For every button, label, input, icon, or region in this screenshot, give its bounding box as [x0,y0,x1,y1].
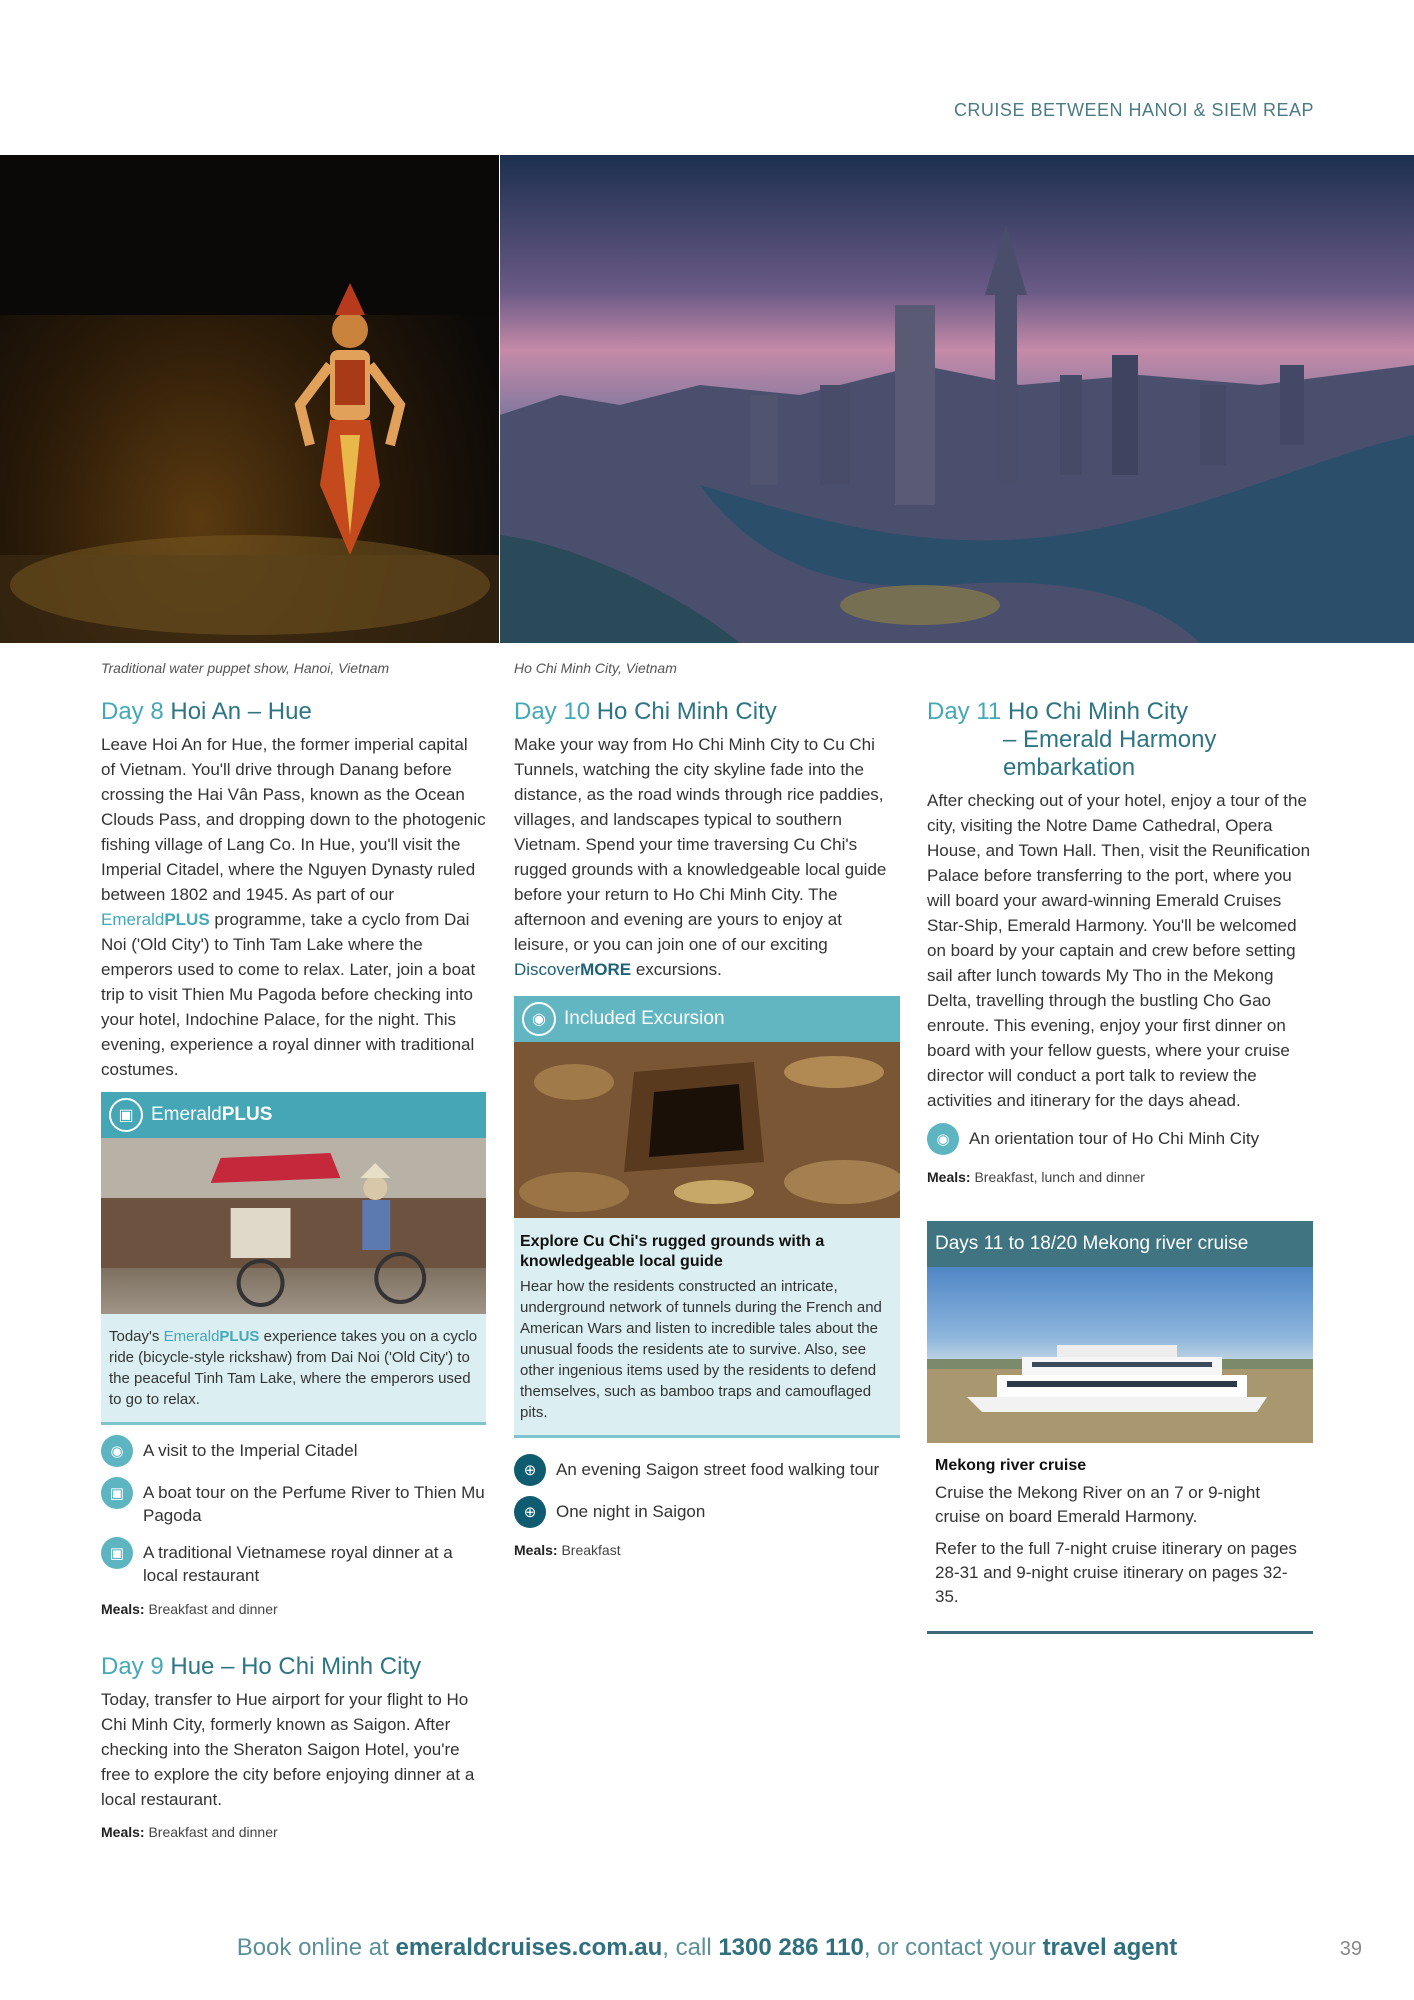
day10-p2: excursions. [631,960,722,979]
included-excursion-label: Included Excursion [564,1008,725,1029]
cyclo-photo [101,1138,486,1314]
meals-value: Breakfast [557,1542,621,1558]
caption-left: Traditional water puppet show, Hanoi, Vietnam [101,660,390,676]
emeraldplus-text-pre: Today's [109,1328,164,1345]
day11-title [927,698,1313,782]
emeraldplus-text-brand-a: Emerald [163,1328,220,1345]
emeraldplus-head-a: Emerald [151,1104,222,1125]
day8-label: Day 8 [101,698,164,725]
day10-meals [514,1542,900,1558]
footer-t1: Book online at [236,1934,396,1961]
day10-place: Ho Chi Minh City [596,698,777,725]
camera-icon: ◉ [101,1435,133,1467]
day9-title [101,1653,486,1681]
emeraldplus-inline [101,910,210,929]
emeraldplus-text-brand-b: PLUS [219,1328,260,1345]
emeraldplus-text-post: experience takes you on a cyclo ride (bicycle-style rickshaw) from Dai Noi ('Old City') to the peaceful Tinh Tam Lake, where the emperors used to go to relax. [109,1328,478,1408]
magnify-icon: ⊕ [514,1496,546,1528]
mekong-cruise-title: Mekong river cruise [935,1457,1087,1474]
emeraldplus-header [101,1092,486,1138]
meals-value: Breakfast, lunch and dinner [970,1169,1145,1185]
day8-meals [101,1601,486,1617]
emeraldplus-box [101,1092,486,1425]
list-item-text: A visit to the Imperial Citadel [143,1441,358,1460]
column-day10 [514,698,900,1558]
list-item-text: One night in Saigon [556,1502,706,1521]
list-item [101,1439,486,1467]
list-item [101,1481,486,1527]
day11-place-line1: Ho Chi Minh City [1007,698,1188,725]
camera-icon: ◉ [927,1123,959,1155]
mekong-cruise-p2: Refer to the full 7-night cruise itinerary on pages 28-31 and 9-night cruise itinerary on pages 32-35. [935,1539,1297,1606]
emeraldplus-head-b: PLUS [221,1104,273,1125]
emerald-plus-icon: ▣ [101,1477,133,1509]
page-number: 39 [1339,1938,1362,1960]
footer-url-link[interactable]: emeraldcruises.com.au [395,1934,663,1961]
day11-place-line3: embarkation [1003,754,1136,781]
day9-label: Day 9 [101,1653,164,1680]
mekong-cruise-header: Days 11 to 18/20 Mekong river cruise [927,1221,1313,1267]
day11-meals [927,1169,1313,1185]
day8-p1: Leave Hoi An for Hue, the former imperial capital of Vietnam. You'll drive through Danang before crossing the Hai Vân Pass, known as the Ocean Clouds Pass, and dropping down to the photogenic fishing village of Lang Co. In Hue, you'll visit the Imperial Citadel, where the Nguyen Dynasty ruled between 1802 and 1945. As part of our [101,735,486,904]
day10-inclusions [514,1458,900,1528]
list-item [101,1541,486,1587]
meals-label: Meals: [927,1169,971,1185]
page-header: CRUISE BETWEEN HANOI & SIEM REAP [953,100,1314,120]
meals-label: Meals: [101,1601,145,1617]
day9-place: Hue – Ho Chi Minh City [170,1653,422,1680]
list-item-text: A traditional Vietnamese royal dinner at a local restaurant [143,1543,453,1585]
footer-phone[interactable]: 1300 286 110 [718,1934,864,1961]
list-item [927,1127,1313,1155]
included-excursion-box [514,996,900,1438]
list-item [514,1500,900,1528]
emeraldplus-inline-b: PLUS [164,910,210,929]
camera-icon: ◉ [522,1002,556,1036]
magnify-icon: ⊕ [514,1454,546,1486]
meals-label: Meals: [514,1542,558,1558]
included-excursion-desc: Hear how the residents constructed an intricate, underground network of tunnels during the French and American Wars and listen to incredible tales about the unusual foods the residents ate to survive. Also, see other ingenious items used by the residents to defend themselves, such as bamboo traps and camouflaged pits. [520,1278,882,1421]
footer-t3: , or contact your [863,1934,1043,1961]
mekong-cruise-box [927,1221,1313,1634]
cu-chi-tunnel-photo [514,1042,900,1218]
mekong-cruise-text [927,1443,1313,1631]
day9-description: Today, transfer to Hue airport for your flight to Ho Chi Minh City, formerly known as Saigon. After checking into the Sheraton Saigon Hotel, you're free to explore the city before enjoying dinner at a local restaurant. [101,1690,475,1809]
included-excursion-text [514,1218,900,1435]
discovermore-a: Discover [514,960,581,979]
list-item-text: An orientation tour of Ho Chi Minh City [969,1129,1260,1148]
emerald-plus-icon: ▣ [101,1537,133,1569]
emeraldplus-inline-a: Emerald [101,910,165,929]
day8-inclusions [101,1439,486,1587]
list-item-text: A boat tour on the Perfume River to Thien Mu Pagoda [143,1483,485,1525]
list-item-text: An evening Saigon street food walking tour [556,1460,880,1479]
day9-meals [101,1824,486,1840]
meals-label: Meals: [101,1824,145,1840]
ho-chi-minh-city-photo [500,155,1414,643]
column-day8-day9 [101,698,486,1840]
footer-t2: , call [662,1934,719,1961]
day11-label: Day 11 [927,698,1002,725]
emerald-harmony-ship-photo [927,1267,1313,1443]
emeraldplus-text [101,1314,486,1422]
footer-cta [0,1934,1414,1962]
column-day11 [927,698,1313,1634]
day10-title [514,698,900,726]
meals-value: Breakfast and dinner [144,1601,278,1617]
discovermore-b: MORE [580,960,632,979]
included-excursion-header [514,996,900,1042]
footer-agent: travel agent [1042,1934,1178,1961]
day10-p1: Make your way from Ho Chi Minh City to Cu Chi Tunnels, watching the city skyline fade into the distance, as the road winds through rice paddies, villages, and landscapes typical to southern Vietnam. Spend your time traversing Cu Chi's rugged grounds with a knowledgeable local guide before your return to Ho Chi Minh City. The afternoon and evening are yours to enjoy at leisure, or you can join one of our exciting [514,735,887,954]
emeraldplus-text-brand [164,1328,260,1345]
day10-label: Day 10 [514,698,591,725]
caption-right: Ho Chi Minh City, Vietnam [514,660,677,676]
meals-value: Breakfast and dinner [144,1824,278,1840]
list-item [514,1458,900,1486]
water-puppet-photo [0,155,499,643]
mekong-cruise-p1: Cruise the Mekong River on an 7 or 9-night cruise on board Emerald Harmony. [935,1483,1261,1526]
emerald-plus-icon: ▣ [109,1098,143,1132]
included-excursion-title: Explore Cu Chi's rugged grounds with a knowledgeable local guide [520,1233,825,1270]
day8-title [101,698,486,726]
day11-description: After checking out of your hotel, enjoy a tour of the city, visiting the Notre Dame Cathedral, Opera House, and Town Hall. Then, visit the Reunification Palace before transferring to the port, where you will board your award-winning Emerald Cruises Star-Ship, Emerald Harmony. You'll be welcomed on board by your captain and crew before setting sail after lunch towards My Tho in the Mekong Delta, travelling through the bustling Cho Gao enroute. This evening, enjoy your first dinner on board with your fellow guests, where your cruise director will conduct a port talk to review the activities and itinerary for the days ahead. [927,791,1311,1110]
day8-p2: programme, take a cyclo from Dai Noi ('Old City') to Tinh Tam Lake where the emperors used to come to relax. Later, join a boat trip to visit Thien Mu Pagoda before checking into your hotel, Indochine Palace, for the night. This evening, experience a royal dinner with traditional costumes. [101,910,476,1079]
day8-description [101,732,486,1082]
day10-description [514,732,900,982]
day8-place: Hoi An – Hue [170,698,312,725]
discovermore-inline [514,960,631,979]
day11-inclusions [927,1127,1313,1155]
day11-place-line2: – Emerald Harmony [1003,726,1217,753]
